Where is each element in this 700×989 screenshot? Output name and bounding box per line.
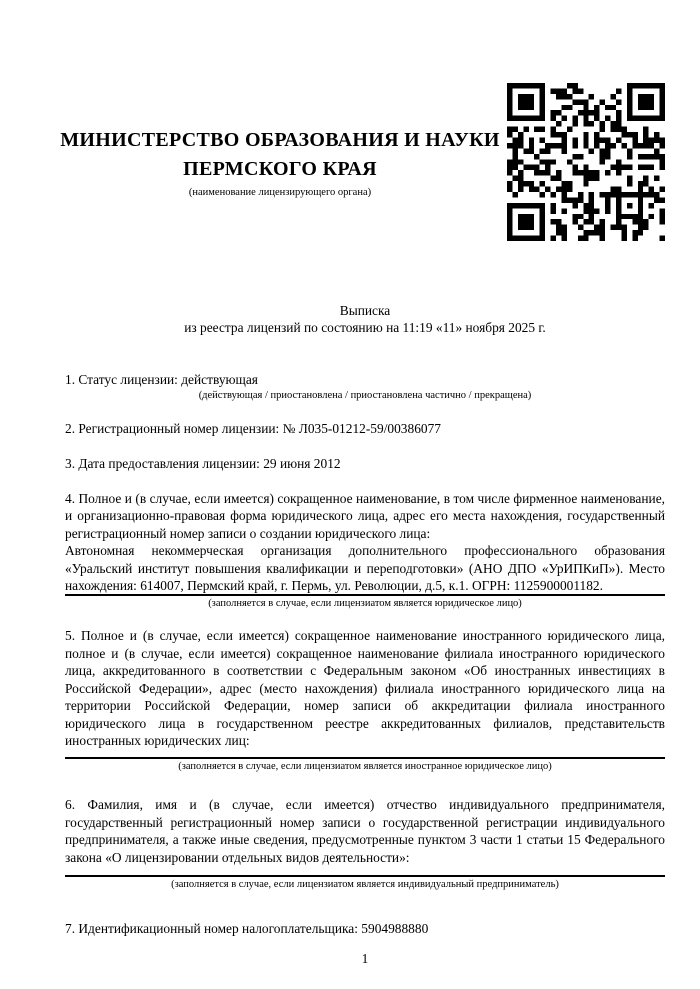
page-number: 1	[361, 951, 369, 967]
item-individual-entrepreneur	[65, 796, 665, 892]
document-title	[65, 302, 665, 337]
qr-code-icon	[507, 83, 665, 241]
title-line1: Выписка	[339, 303, 391, 318]
licensing-authority	[60, 126, 500, 199]
ministry-name-line1: МИНИСТЕРСТВО ОБРАЗОВАНИЯ И НАУКИ	[60, 129, 500, 151]
item-license-date: 3. Дата предоставления лицензии: 29 июня 2012	[65, 455, 341, 471]
item-legal-entity	[65, 490, 665, 611]
item-foreign-entity-caption: (заполняется в случае, если лицензиатом является иностранное юридическое лицо)	[178, 761, 552, 773]
fill-line	[65, 594, 665, 596]
item-registration-number: 2. Регистрационный номер лицензии: № Л035-01212-59/00386077	[65, 421, 441, 437]
item-legal-entity-value: Автономная некоммерческая организация дополнительного профессионального образования «Уральский институт повышения квалификации и переподготовки» (АНО ДПО «УрИПКиП»). Место нахождения: 614007, Пермский край, г. Пермь, ул. Революции, д.5, к.1. ОГРН: 1125900001182.	[65, 543, 665, 594]
item-license-status-text: 1. Статус лицензии: действующая	[65, 371, 258, 387]
item-legal-entity-caption: (заполняется в случае, если лицензиатом является юридическое лицо)	[208, 598, 522, 610]
document-header	[0, 0, 700, 240]
fill-line	[65, 875, 665, 877]
item-foreign-entity	[65, 627, 665, 774]
document-body	[65, 302, 665, 968]
ministry-caption: (наименование лицензирующего органа)	[188, 187, 372, 198]
item-individual-entrepreneur-caption: (заполняется в случае, если лицензиатом является индивидуальный предприниматель)	[171, 878, 559, 890]
title-line2: из реестра лицензий по состоянию на 11:19 «11» ноября 2025 г.	[184, 320, 546, 336]
fill-line	[65, 757, 665, 759]
item-license-status	[65, 371, 665, 403]
item-foreign-entity-text: 5. Полное и (в случае, если имеется) сокращенное наименование иностранного юридического лица, полное и (в случае, если имеется) сокращенное наименование филиала иностранного юридического лица, аккредитованного в соответствии с Федеральным законом «Об иностранных инвестициях в Российской Федерации», адрес (место нахождения) филиала иностранного юридического лица на территории Российской Федерации, номер записи об аккредитации филиала иностранного юридического лица в государственном реестре аккредитованных филиалов, представительств иностранных юридических лиц:	[65, 628, 665, 748]
item-legal-entity-text: 4. Полное и (в случае, если имеется) сокращенное наименование, в том числе фирменное наименование, и организационно-правовая форма юридического лица, адрес его места нахождения, государственный регистрационный номер записи о создании юридического лица:	[65, 491, 665, 541]
ministry-name-line2: ПЕРМСКОГО КРАЯ	[183, 158, 377, 180]
item-individual-entrepreneur-text: 6. Фамилия, имя и (в случае, если имеется) отчество индивидуального предпринимателя, государственный регистрационный номер записи о государственной регистрации индивидуального предпринимателя, а также иные сведения, предусмотренные пунктом 3 части 1 статьи 15 Федерального закона «О лицензировании отдельных видов деятельности»:	[65, 797, 665, 865]
item-license-status-caption: (действующая / приостановлена / приостановлена частично / прекращена)	[198, 390, 532, 402]
item-taxpayer-number: 7. Идентификационный номер налогоплательщика: 5904988880	[65, 920, 429, 936]
